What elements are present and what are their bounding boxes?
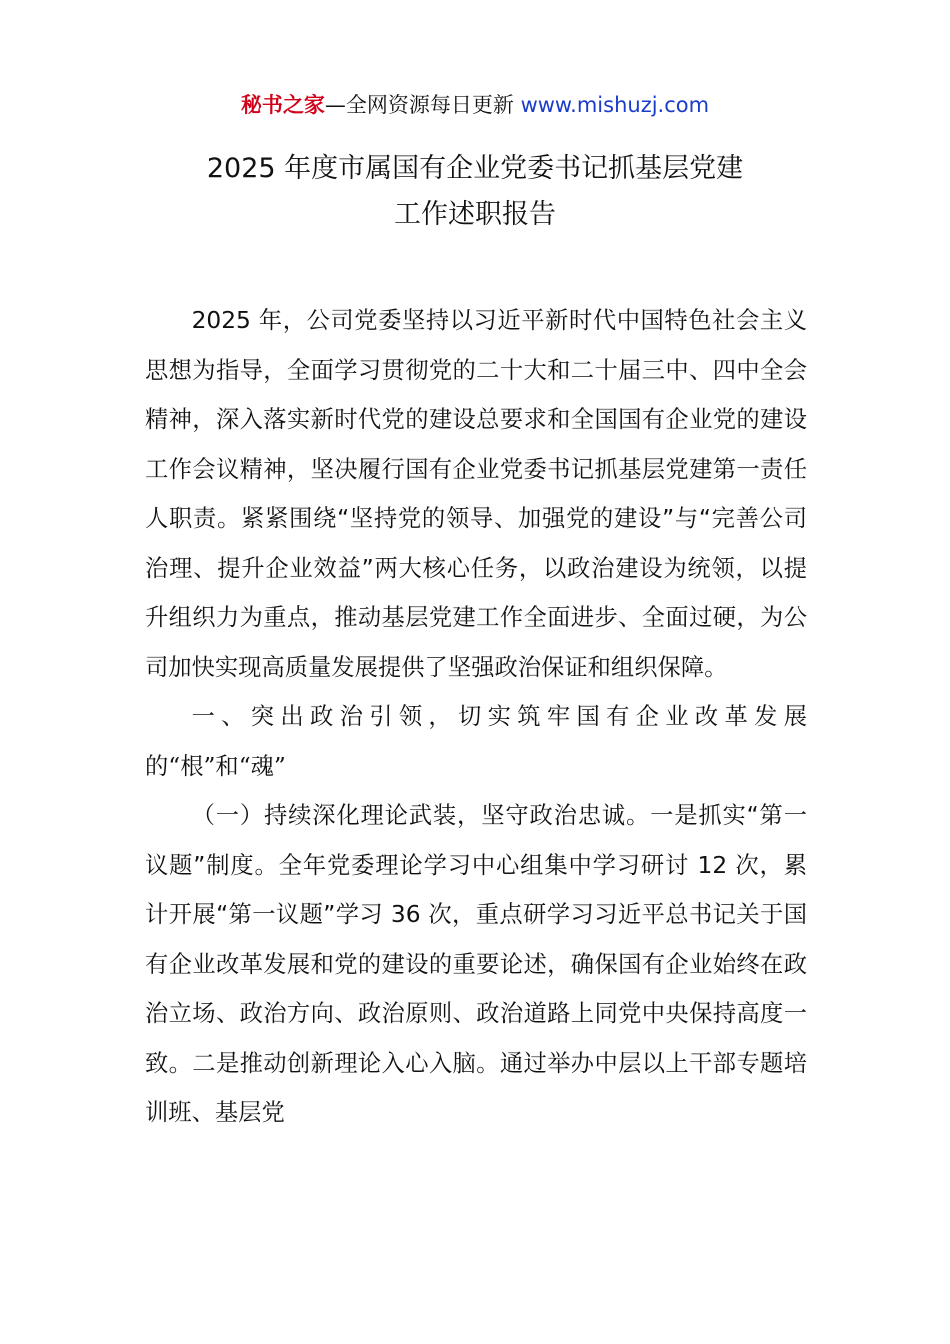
document-body (145, 296, 807, 1138)
section-heading-1: 一、突出政治引领，切实筑牢国有企业改革发展的“根”和“魂” (145, 703, 807, 780)
header-tagline: —全网资源每日更新 (324, 93, 521, 117)
site-header (0, 88, 950, 122)
intro-paragraph: 2025 年，公司党委坚持以习近平新时代中国特色社会主义思想为指导，全面学习贯彻党的二十大和二十届三中、四中全会精神，深入落实新时代党的建设总要求和全国国有企业党的建设工作会议精神，坚决履行国有企业党委书记抓基层党建第一责任人职责。紧紧围绕“坚持党的领导、加强党的建设”与“完善公司治理、提升企业效益”两大核心任务，以政治建设为统领，以提升组织力为重点，推动基层党建工作全面进步、全面过硬，为公司加快实现高质量发展提供了坚强政治保证和组织保障。 (145, 307, 807, 681)
site-url-link[interactable]: www.mishuzj.com (520, 93, 710, 117)
brand-name: 秘书之家 (240, 93, 325, 117)
document-title (0, 146, 950, 238)
title-line-2: 工作述职报告 (394, 199, 556, 230)
title-line-1: 2025 年度市属国有企业党委书记抓基层党建 (206, 153, 744, 184)
subsection-paragraph-1: （一）持续深化理论武装，坚守政治忠诚。一是抓实“第一议题”制度。全年党委理论学习中心组集中学习研讨 12 次，累计开展“第一议题”学习 36 次，重点研学习习近平总书记关于国有企业改革发展和党的建设的重要论述，确保国有企业始终在政治立场、政治方向、政治原则、政治道路上同党中央保持高度一致。二是推动创新理论入心入脑。通过举办中层以上干部专题培训班、基层党 (145, 802, 807, 1126)
